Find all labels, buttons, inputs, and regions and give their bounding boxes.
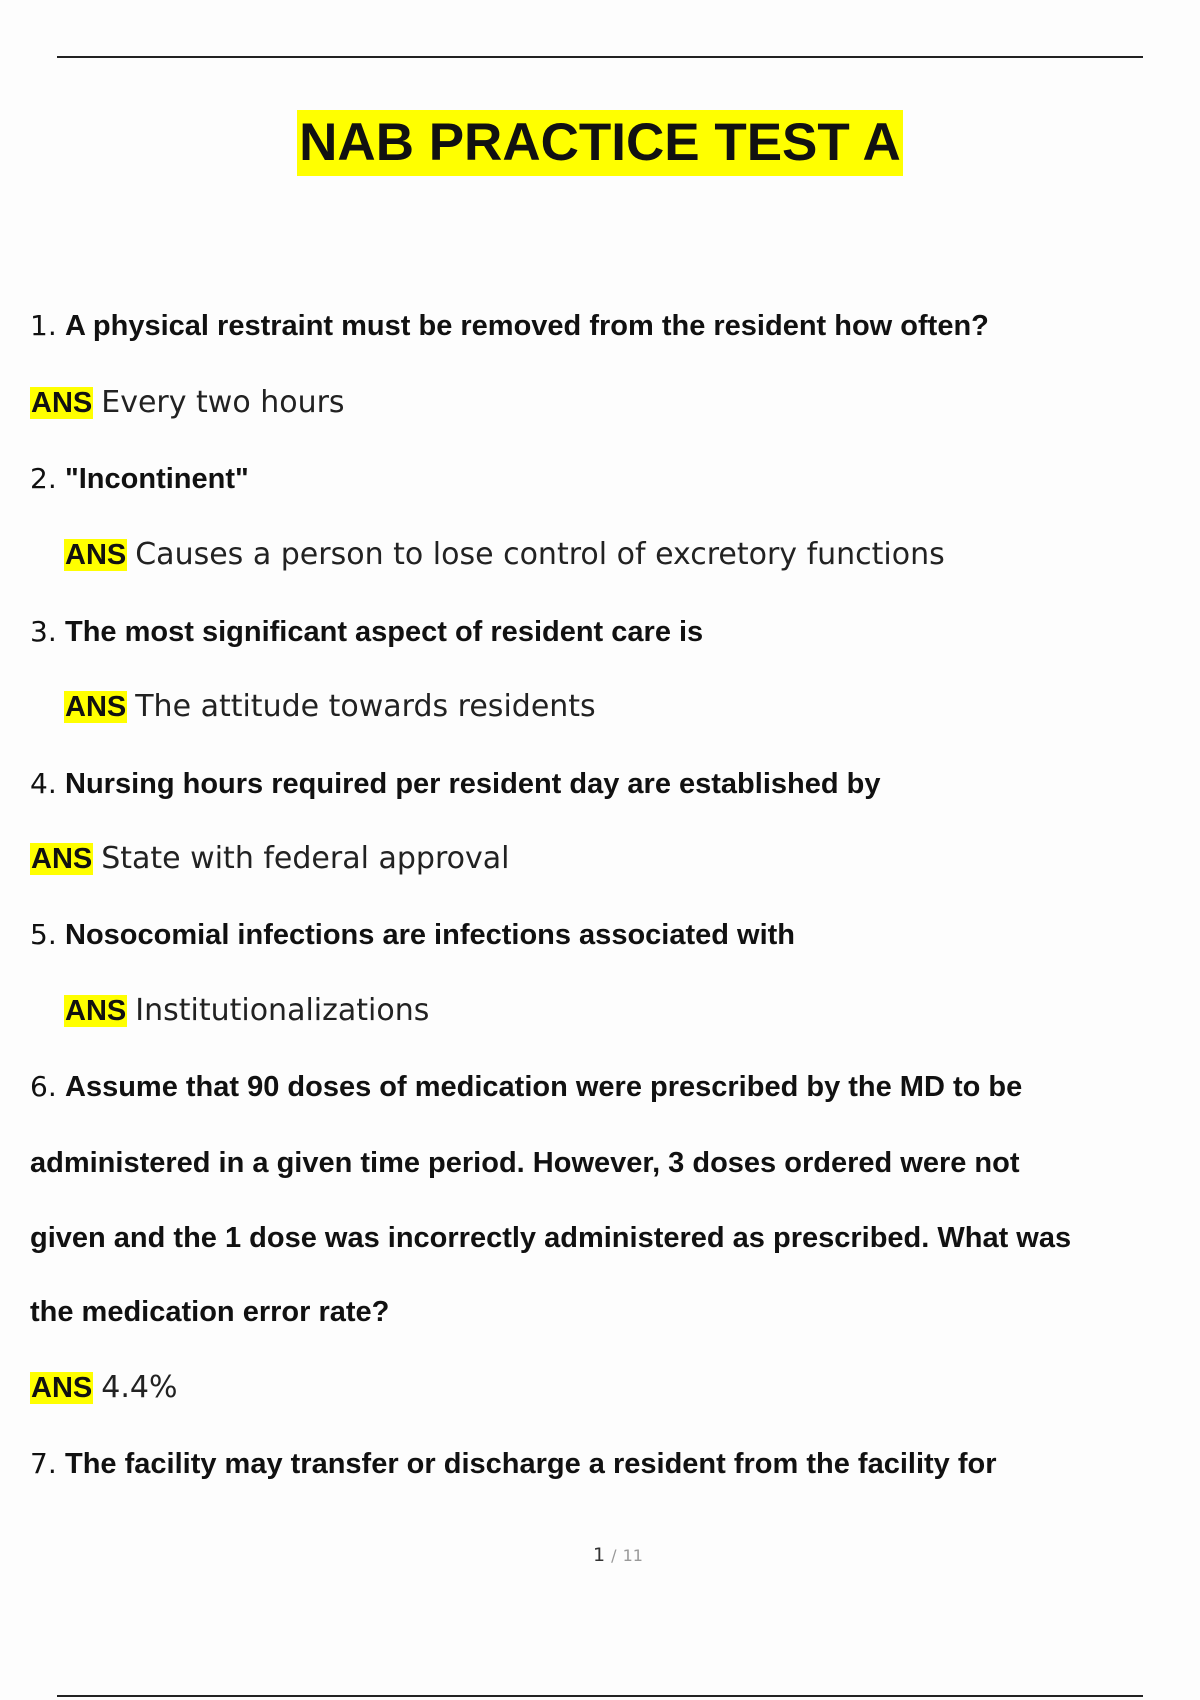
answer-3 xyxy=(64,687,596,727)
question-3 xyxy=(30,612,703,652)
ans-label: ANS xyxy=(31,843,93,875)
answer-2 xyxy=(64,535,945,575)
bottom-rule xyxy=(57,1695,1143,1697)
ans-label: ANS xyxy=(65,995,127,1027)
total-pages: 11 xyxy=(622,1546,643,1565)
question-text-line-1: Assume that 90 doses of medication were prescribed by the MD to be xyxy=(65,1071,1023,1103)
question-text: The facility may transfer or discharge a resident from the facility for xyxy=(65,1448,997,1480)
question-number: 3. xyxy=(30,615,57,648)
page-separator: / xyxy=(611,1546,617,1565)
question-6-line-3: given and the 1 dose was incorrectly administered as prescribed. What was xyxy=(30,1222,1072,1254)
answer-6 xyxy=(30,1368,177,1408)
question-number: 5. xyxy=(30,918,57,951)
answer-4 xyxy=(30,839,509,879)
answer-text: Institutionalizations xyxy=(135,993,430,1028)
question-text: "Incontinent" xyxy=(65,463,249,495)
question-number: 1. xyxy=(30,309,57,342)
answer-text: Causes a person to lose control of excretory functions xyxy=(135,537,945,572)
question-2 xyxy=(30,459,249,499)
ans-label: ANS xyxy=(65,539,127,571)
question-1 xyxy=(30,306,989,346)
question-text: The most significant aspect of resident care is xyxy=(65,616,704,648)
question-6 xyxy=(30,1067,1022,1107)
ans-label: ANS xyxy=(65,691,127,723)
question-text: A physical restraint must be removed from the resident how often? xyxy=(65,310,989,342)
ans-label: ANS xyxy=(31,387,93,419)
answer-1 xyxy=(30,383,345,423)
question-4 xyxy=(30,764,880,804)
answer-text: 4.4% xyxy=(101,1370,178,1405)
answer-text: State with federal approval xyxy=(101,841,510,876)
question-5 xyxy=(30,915,795,955)
answer-text: The attitude towards residents xyxy=(135,689,596,724)
question-6-line-4: the medication error rate? xyxy=(30,1296,390,1328)
question-number: 2. xyxy=(30,462,57,495)
answer-text: Every two hours xyxy=(101,385,345,420)
question-text: Nosocomial infections are infections associated with xyxy=(65,919,796,951)
document-title: NAB PRACTICE TEST A xyxy=(297,110,903,176)
question-number: 7. xyxy=(30,1447,57,1480)
question-number: 4. xyxy=(30,767,57,800)
answer-5 xyxy=(64,991,429,1031)
question-6-line-2: administered in a given time period. However, 3 doses ordered were not xyxy=(30,1147,1020,1179)
top-rule xyxy=(57,56,1143,58)
ans-label: ANS xyxy=(31,1372,93,1404)
question-7 xyxy=(30,1444,997,1484)
question-number: 6. xyxy=(30,1070,57,1103)
title-container xyxy=(0,110,1200,176)
current-page: 1 xyxy=(593,1544,606,1566)
question-text: Nursing hours required per resident day are established by xyxy=(65,768,881,800)
page-indicator xyxy=(0,1544,1200,1566)
